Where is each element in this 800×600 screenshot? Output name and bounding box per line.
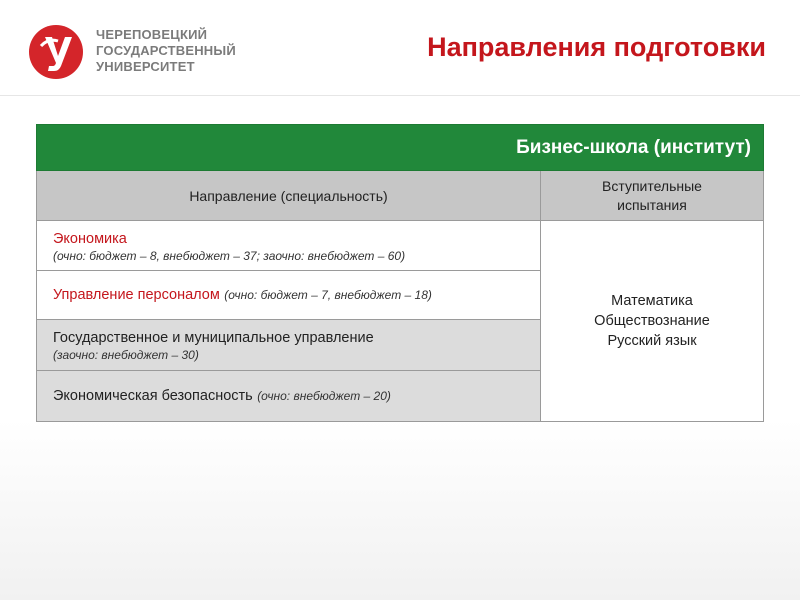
column-header-exams [541, 171, 763, 220]
program-note: (очно: бюджет – 7, внебюджет – 18) [224, 288, 432, 302]
header-divider [0, 95, 800, 96]
column-headers [36, 171, 764, 221]
directions-column [37, 221, 541, 421]
table-body [36, 221, 764, 422]
program-note: (очно: бюджет – 8, внебюджет – 37; заочно: внебюджет – 60) [53, 248, 406, 263]
program-note: (заочно: внебюджет – 30) [53, 348, 199, 362]
exams-cell [541, 221, 763, 421]
section-header-label: Бизнес-школа (институт) [516, 136, 751, 158]
program-note: (очно: внебюджет – 20) [257, 389, 391, 403]
exam-item: Русский язык [607, 333, 697, 349]
logo-line-1: ЧЕРЕПОВЕЦКИЙ [96, 27, 208, 42]
programs-table [36, 124, 764, 422]
table-row [37, 371, 540, 421]
logo-line-3: УНИВЕРСИТЕТ [96, 59, 195, 74]
table-row [37, 320, 540, 371]
page-title: Направления подготовки [427, 32, 766, 62]
university-logo[interactable] [28, 24, 238, 80]
program-name: Экономическая безопасность [53, 388, 253, 404]
program-name: Управление персоналом [53, 287, 220, 303]
university-name [96, 27, 236, 75]
program-name: Экономика [53, 230, 127, 247]
exam-item: Математика [611, 293, 693, 309]
column-header-direction: Направление (специальность) [37, 171, 541, 220]
table-row [37, 271, 540, 320]
university-emblem-icon [28, 24, 84, 80]
exam-item: Обществознание [594, 313, 710, 329]
table-row [37, 221, 540, 271]
column-header-exams-line2: испытания [617, 196, 687, 213]
column-header-exams-line1: Вступительные [602, 177, 702, 194]
logo-line-2: ГОСУДАРСТВЕННЫЙ [96, 43, 236, 58]
program-name: Государственное и муниципальное управление [53, 330, 374, 346]
section-header [36, 124, 764, 171]
